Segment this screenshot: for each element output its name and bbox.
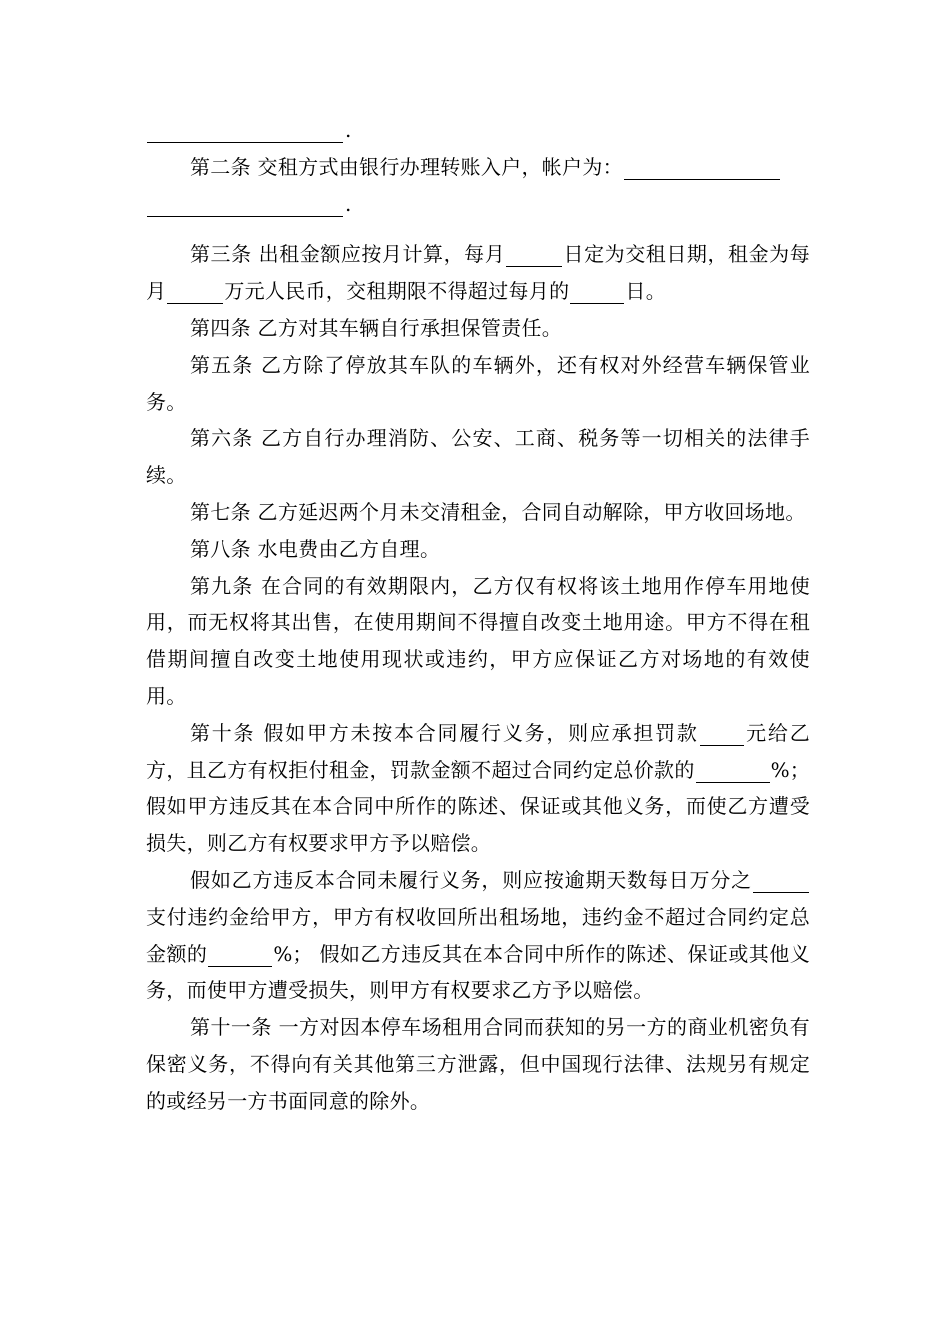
penalty-amount-blank <box>700 723 744 746</box>
clause-10-part1: 第十条 假如甲方未按本合同履行义务，则应承担罚款 <box>190 720 699 745</box>
rent-amount-blank <box>167 281 223 304</box>
clause-10b-part3: ； 假如乙方违反其在本合同中所作的陈述、保证或其他义务，而使甲方遭受损失，则甲方有权要求乙方予以赔偿。 <box>146 941 810 1003</box>
rent-deadline-blank <box>570 281 624 304</box>
account-blank <box>624 157 780 180</box>
clause-10b-part1: 假如乙方违反本合同未履行义务，则应按逾期天数每日万分之 <box>190 867 752 892</box>
clause-11: 第十一条 一方对因本停车场租用合同而获知的另一方的商业机密负有保密义务，不得向有关其他第三方泄露，但中国现行法律、法规另有规定的或经另一方书面同意的除外。 <box>146 1015 810 1113</box>
clause-2 <box>146 149 810 186</box>
clause-10b-part2: 支付违约金给甲方，甲方有权收回所出租场地，违约金不超过合同约定总金额的 <box>146 904 810 966</box>
clause-10 <box>146 715 810 862</box>
clause-9: 第九条 在合同的有效期限内，乙方仅有权将该土地用作停车用地使用，而无权将其出售，在使用期间不得擅自改变土地用途。甲方不得在租借期间擅自改变土地使用现状或违约，甲方应保证乙方对场地的有效使用。 <box>146 573 810 708</box>
clause-10-part2: 元给乙方，且乙方有权拒付租金，罚款金额不超过合同约定总价款的 <box>146 720 810 782</box>
rent-day-blank <box>506 244 562 267</box>
clause-8: 第八条 水电费由乙方自理。 <box>190 536 441 561</box>
daily-rate-blank <box>753 870 809 893</box>
clause-10-party-b <box>146 862 810 1009</box>
clause-3 <box>146 236 810 310</box>
clause-5: 第五条 乙方除了停放其车队的车辆外，还有权对外经营车辆保管业务。 <box>146 352 810 414</box>
clause-3-part1: 第三条 出租金额应按月计算，每月 <box>190 242 506 267</box>
clause-3-part3: 万元人民币，交租期限不得超过每月的 <box>224 279 570 304</box>
clause-2-text: 第二条 交租方式由银行办理转账入户，帐户为： <box>190 154 623 179</box>
account-blank-line-2 <box>147 194 343 217</box>
clause-3-part2: 日定为交租日期，租金为每月 <box>146 242 810 304</box>
clause-3-part4: 日。 <box>625 279 667 304</box>
period: . <box>345 191 352 216</box>
liquidated-percent-blank <box>208 944 272 967</box>
clause-10-part3: ；假如甲方违反其在本合同中所作的陈述、保证或其他义务，而使乙方遭受损失，则乙方有权要求甲方予以赔偿。 <box>146 757 810 856</box>
continued-blank-line <box>146 112 810 149</box>
percent-sign: % <box>770 757 790 782</box>
clause-7: 第七条 乙方延迟两个月未交清租金，合同自动解除，甲方收回场地。 <box>190 499 806 524</box>
clause-6: 第六条 乙方自行办理消防、公安、工商、税务等一切相关的法律手续。 <box>146 426 810 488</box>
blank-field <box>147 120 343 143</box>
clause-4: 第四条 乙方对其车辆自行承担保管责任。 <box>190 315 563 340</box>
penalty-percent-blank <box>696 760 770 783</box>
clause-2-continued <box>146 186 810 223</box>
percent-sign: % <box>273 941 293 966</box>
contract-page <box>146 112 810 1120</box>
period: . <box>345 118 352 142</box>
